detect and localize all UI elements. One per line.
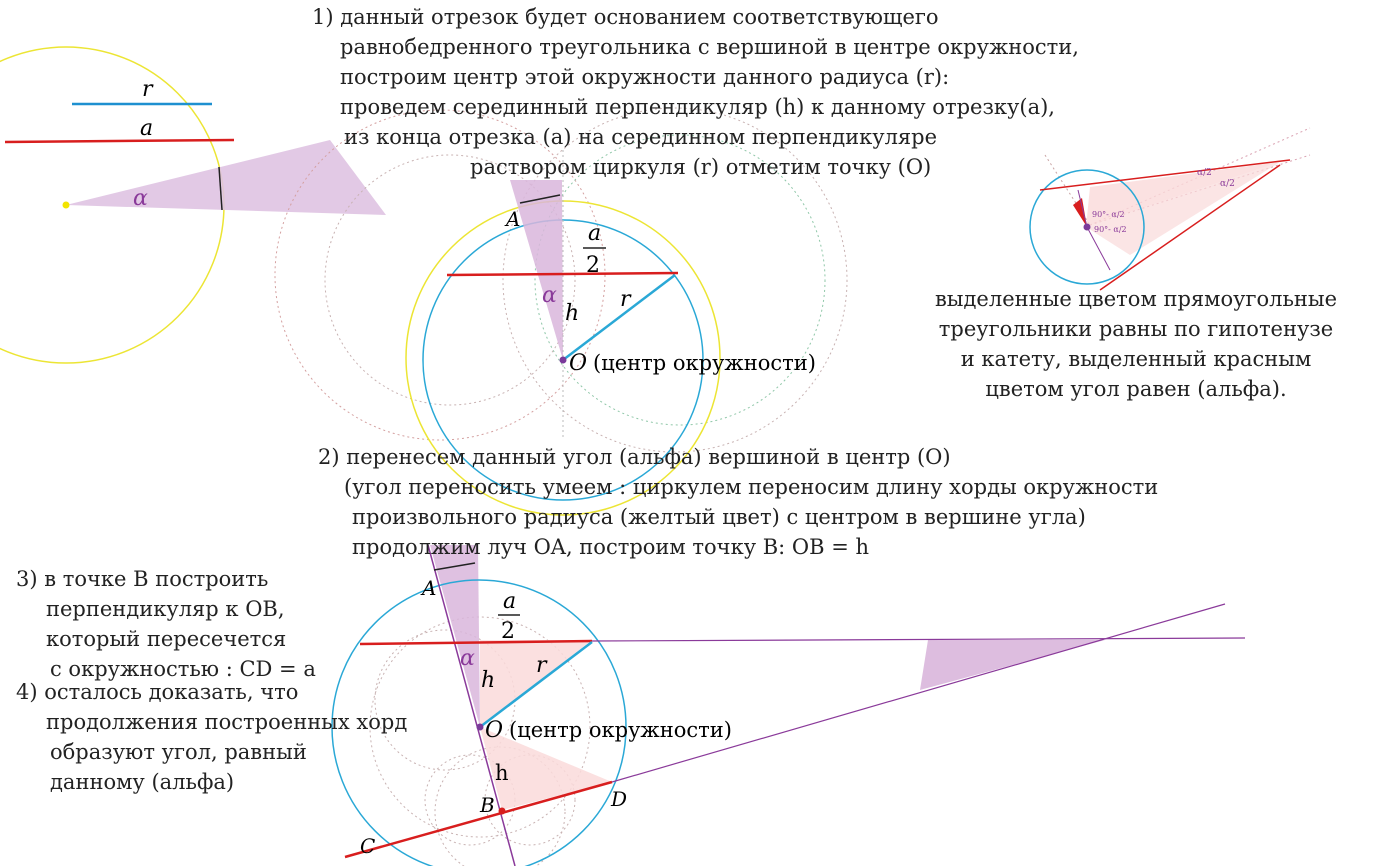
step1-line-5: из конца отрезка (a) на серединном перпендикуляре	[344, 125, 938, 149]
label-A-top: A	[506, 207, 521, 231]
annotation-half-1: α/2	[1197, 168, 1212, 178]
step4-line-1: 4) осталось доказать, что	[16, 680, 299, 704]
step1-line-3: построим центр этой окружности данного радиуса (r):	[340, 65, 950, 89]
label-h-top: h	[565, 301, 580, 326]
step2-line-3: произвольного радиуса (желтый цвет) с центром в вершине угла)	[352, 505, 1086, 529]
segment-a	[5, 140, 234, 142]
step4-line-4: данному (альфа)	[50, 770, 235, 794]
label-r-top: r	[620, 287, 631, 312]
label-D: D	[611, 787, 628, 811]
label-h-plain: h	[495, 761, 509, 785]
label-center-top: (центр окружности)	[593, 351, 816, 375]
label-alpha-top: α	[542, 283, 557, 308]
point-O-top	[560, 357, 567, 364]
step4-line-2: продолжения построенных хорд	[46, 710, 408, 734]
label-O-top: O	[569, 351, 588, 376]
step2-line-4: продолжим луч OA, построим точку B: OB = h	[352, 535, 870, 559]
label-A-bottom: A	[422, 576, 437, 600]
step1-line-1: 1) данный отрезок будет основанием соответствующего	[312, 5, 939, 29]
step3-line-2: перпендикуляр к OB,	[46, 597, 285, 621]
frac-den-bottom: 2	[501, 619, 515, 644]
label-O-bottom: O	[485, 718, 504, 743]
label-r: r	[142, 77, 153, 102]
step1-text	[312, 2, 1079, 182]
radius-r-top	[563, 275, 675, 360]
label-r-bottom: r	[536, 653, 547, 678]
segment-a-extended	[592, 638, 1245, 641]
label-a: a	[140, 116, 154, 141]
step1-line-2: равнобедренного треугольника с вершиной в центре окружности,	[340, 35, 1079, 59]
label-B: B	[480, 793, 495, 817]
label-C: C	[360, 834, 376, 858]
step2-text	[318, 442, 1158, 562]
label-center-bottom: (центр окружности)	[509, 718, 732, 742]
frac-den-top: 2	[586, 253, 600, 278]
label-alpha-bottom: α	[460, 646, 475, 671]
segment-a-top	[447, 273, 678, 275]
step4-line-3: образуют угол, равный	[50, 740, 307, 764]
note-right-line-1: выделенные цветом прямоугольные	[934, 287, 1338, 311]
point-O-bottom	[477, 724, 484, 731]
annotation-90-2: 90°- α/2	[1094, 225, 1127, 234]
annotation-half-2: α/2	[1220, 179, 1235, 189]
label-alpha-given: α	[133, 186, 148, 211]
note-right-line-2: треугольники равны по гипотенузе	[938, 317, 1334, 341]
step2-line-1: 2) перенесем данный угол (альфа) вершиной в центр (O)	[318, 445, 951, 469]
annotation-90-1: 90°- α/2	[1092, 210, 1125, 219]
step2-line-2: (угол переносить умеем : циркулем переносим длину хорды окружности	[344, 475, 1159, 499]
note-right-text	[905, 284, 1367, 404]
step4-text	[16, 677, 407, 797]
point-B	[499, 808, 506, 815]
frac-num-bottom: a	[503, 589, 517, 614]
step1-line-4: проведем серединный перпендикуляр (h) к данному отрезку(a),	[340, 95, 1055, 119]
note-right-line-3: и катету, выделенный красным	[960, 347, 1312, 371]
step1-line-6: раствором циркуля (r) отметим точку (O)	[470, 155, 932, 179]
note-right-line-4: цветом угол равен (альфа).	[985, 377, 1287, 401]
frac-num-top: a	[588, 221, 602, 246]
step3-line-3: который пересечется	[46, 627, 287, 651]
label-h-bottom: h	[481, 668, 496, 693]
step3-line-4: с окружностью : CD = a	[50, 657, 316, 681]
angle-vertex-point	[63, 202, 70, 209]
step3-text	[16, 564, 316, 684]
alpha-wedge-bottom	[430, 545, 480, 727]
step3-line-1: 3) в точке B построить	[16, 567, 269, 591]
center-small	[1084, 224, 1091, 231]
chord-CD-extended	[612, 604, 1225, 782]
